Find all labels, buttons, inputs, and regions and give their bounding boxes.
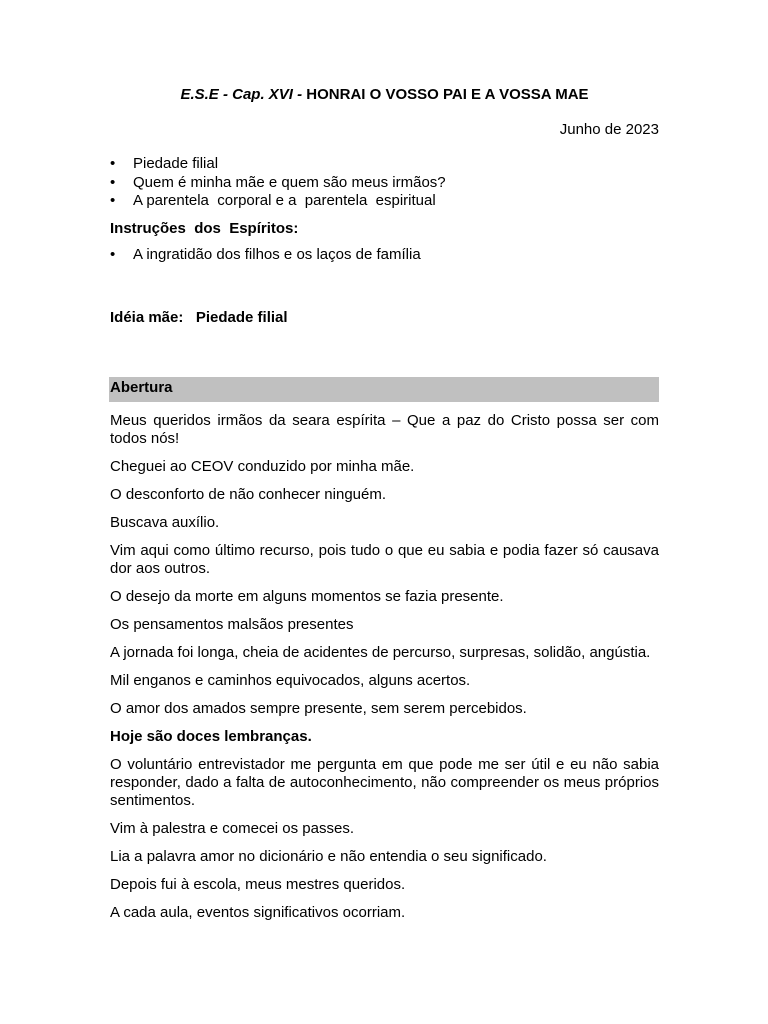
list-item: • Quem é minha mãe e quem são meus irmãos? bbox=[110, 174, 446, 193]
title-reference: E.S.E - Cap. XVI - bbox=[180, 86, 307, 103]
paragraph-bold: Hoje são doces lembranças. bbox=[110, 728, 312, 745]
paragraph: Lia a palavra amor no dicionário e não entendia o seu significado. bbox=[110, 848, 547, 865]
paragraph: O voluntário entrevistador me pergunta em que pode me ser útil e eu não sabia responder, dado a falta de autoconhecimento, não compreender os meus próprios sentimentos. bbox=[110, 756, 659, 809]
paragraph: O desconforto de não conhecer ninguém. bbox=[110, 486, 387, 503]
title-main: HONRAI O VOSSO PAI E A VOSSA MAE bbox=[306, 86, 589, 103]
paragraph: O desejo da morte em alguns momentos se fazia presente. bbox=[110, 588, 504, 605]
section-heading-opening: Abertura bbox=[109, 377, 659, 402]
paragraph: Os pensamentos malsãos presentes bbox=[110, 616, 354, 633]
paragraph: Vim aqui como último recurso, pois tudo o que eu sabia e podia fazer só causava dor aos outros. bbox=[110, 542, 659, 577]
paragraph: O amor dos amados sempre presente, sem serem percebidos. bbox=[110, 700, 527, 717]
list-item: • A parentela corporal e a parentela espiritual bbox=[110, 192, 446, 211]
list-item: • Piedade filial bbox=[110, 155, 446, 174]
instructions-heading: Instruções dos Espíritos: bbox=[110, 220, 299, 237]
document-date: Junho de 2023 bbox=[559, 121, 659, 138]
instructions-list bbox=[110, 246, 421, 264]
paragraph: Cheguei ao CEOV conduzido por minha mãe. bbox=[110, 458, 415, 475]
document-title bbox=[110, 86, 659, 104]
paragraph: Meus queridos irmãos da seara espírita – Que a paz do Cristo possa ser com todos nós! bbox=[110, 412, 659, 447]
paragraph: Mil enganos e caminhos equivocados, alguns acertos. bbox=[110, 672, 471, 689]
body-paragraphs bbox=[110, 412, 659, 932]
paragraph: Depois fui à escola, meus mestres queridos. bbox=[110, 876, 406, 893]
list-item: • A ingratidão dos filhos e os laços de família bbox=[110, 246, 421, 264]
main-idea: Idéia mãe: Piedade filial bbox=[110, 309, 288, 326]
paragraph: Vim à palestra e comecei os passes. bbox=[110, 820, 355, 837]
paragraph: A cada aula, eventos significativos ocorriam. bbox=[110, 904, 406, 921]
topics-list bbox=[110, 155, 446, 211]
paragraph: Buscava auxílio. bbox=[110, 514, 220, 531]
paragraph: A jornada foi longa, cheia de acidentes de percurso, surpresas, solidão, angústia. bbox=[110, 644, 651, 661]
